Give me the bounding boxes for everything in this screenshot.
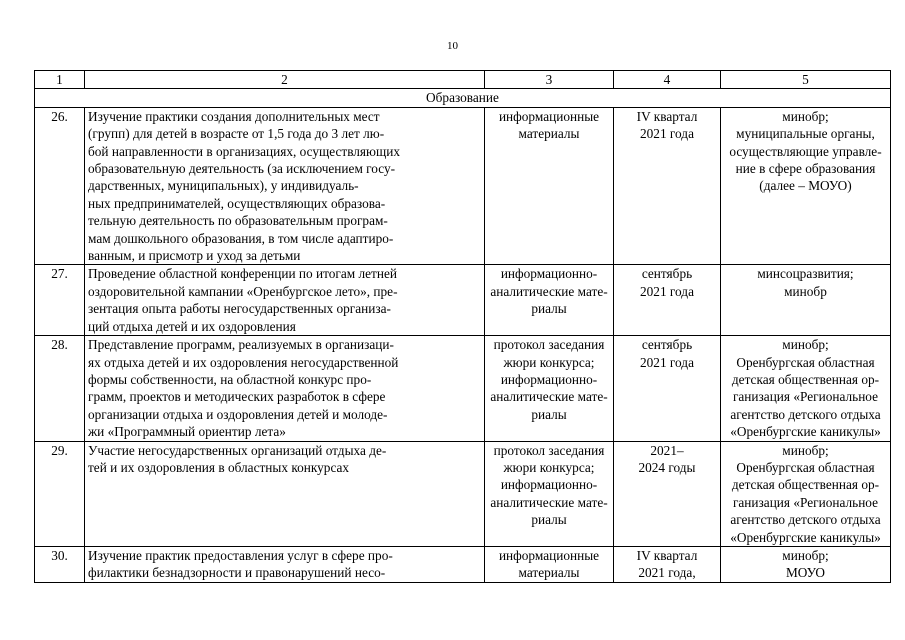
result-cell	[485, 441, 614, 546]
executor-cell	[721, 336, 891, 441]
cell-line: Изучение практик предоставления услуг в сфере про-	[88, 547, 393, 563]
cell-line: 2021–	[650, 442, 684, 458]
result-cell	[485, 336, 614, 441]
page-number: 10	[447, 40, 458, 52]
cell-line: образовательную деятельность (за исключением госу-	[88, 161, 396, 177]
cell-line: протокол заседания	[493, 442, 605, 458]
cell-line: ганизация «Региональное	[732, 389, 879, 405]
row-number: 26.	[35, 107, 85, 265]
cell-line: 2024 годы	[638, 459, 696, 475]
cell-line: информационно-	[500, 477, 598, 493]
cell-line: (групп) для детей в возрасте от 1,5 года до 3 лет лю-	[88, 126, 385, 142]
cell-line: жюри конкурса;	[503, 354, 595, 370]
cell-line: зентация опыта работы негосударственных организа-	[88, 301, 391, 317]
cell-line: 2021 года	[640, 126, 694, 142]
cell-line: информационно-	[500, 371, 598, 387]
cell-line: риалы	[531, 301, 567, 317]
cell-line: дарственных, муниципальных), у индивидуаль-	[88, 178, 359, 194]
cell-line: 2021 года	[640, 283, 694, 299]
cell-line: сентябрь	[641, 266, 693, 282]
cell-line: грамм, проектов и методических разработок в сфере	[88, 389, 386, 405]
table-row	[35, 336, 891, 441]
measure-cell	[85, 441, 485, 546]
term-cell	[614, 107, 721, 265]
cell-line: оздоровительной кампании «Оренбургское лето», пре-	[88, 283, 398, 299]
term-cell	[614, 441, 721, 546]
executor-cell	[721, 546, 891, 582]
term-cell	[614, 546, 721, 582]
cell-line: Участие негосударственных организаций отдыха де-	[88, 442, 387, 458]
measure-cell	[85, 336, 485, 441]
measure-cell	[85, 546, 485, 582]
cell-line: ях отдыха детей и их оздоровления негосударственной	[88, 354, 399, 370]
executor-cell	[721, 265, 891, 336]
result-cell	[485, 546, 614, 582]
cell-line: сентябрь	[641, 337, 693, 353]
cell-line: аналитические мате-	[490, 283, 608, 299]
executor-cell	[721, 441, 891, 546]
cell-line: материалы	[518, 565, 580, 581]
section-title: Образование	[35, 89, 891, 107]
measure-cell	[85, 265, 485, 336]
table-row	[35, 441, 891, 546]
table-row	[35, 546, 891, 582]
cell-line: 2021 года,	[638, 565, 696, 581]
cell-line: минобр;	[782, 547, 829, 563]
cell-line: информационные	[498, 547, 600, 563]
cell-line: ванным, и присмотр и уход за детьми	[88, 248, 301, 264]
cell-line: агентство детского отдыха	[730, 406, 881, 422]
cell-line: материалы	[518, 126, 580, 142]
cell-line: минобр;	[782, 442, 829, 458]
cell-line: информационно-	[500, 266, 598, 282]
cell-line: аналитические мате-	[490, 389, 608, 405]
cell-line: Представление программ, реализуемых в организаци-	[88, 337, 394, 353]
cell-line: 2021 года	[640, 354, 694, 370]
header-col-5: 5	[721, 71, 891, 89]
table-row	[35, 265, 891, 336]
table-row	[35, 107, 891, 265]
cell-line: бой направленности в организациях, осуществляющих	[88, 143, 400, 159]
row-number: 29.	[35, 441, 85, 546]
cell-line: филактики безнадзорности и правонарушений несо-	[88, 565, 386, 581]
cell-line: риалы	[531, 406, 567, 422]
cell-line: мам дошкольного образования, в том числе адаптиро-	[88, 230, 394, 246]
cell-line: муниципальные органы,	[736, 126, 875, 142]
cell-line: ных предпринимателей, осуществляющих образова-	[88, 195, 386, 211]
cell-line: формы собственности, на областной конкурс про-	[88, 371, 372, 387]
cell-line: жюри конкурса;	[503, 459, 595, 475]
cell-line: информационные	[498, 108, 600, 124]
term-cell	[614, 336, 721, 441]
cell-line: ганизация «Региональное	[732, 494, 879, 510]
cell-line: тей и их оздоровления в областных конкурсах	[88, 459, 350, 475]
cell-line: IV квартал	[636, 108, 698, 124]
plan-table	[34, 70, 891, 583]
cell-line: ций отдыха детей и их оздоровления	[88, 318, 296, 334]
cell-line: минобр	[784, 283, 827, 299]
result-cell	[485, 107, 614, 265]
cell-line: риалы	[531, 512, 567, 528]
cell-line: осуществляющие управле-	[729, 143, 882, 159]
cell-line: детская общественная ор-	[731, 371, 880, 387]
header-col-2: 2	[85, 71, 485, 89]
header-col-4: 4	[614, 71, 721, 89]
cell-line: IV квартал	[636, 547, 698, 563]
cell-line: детская общественная ор-	[731, 477, 880, 493]
cell-line: организации отдыха и оздоровления детей и молоде-	[88, 406, 388, 422]
header-row	[35, 71, 891, 89]
cell-line: протокол заседания	[493, 337, 605, 353]
cell-line: (далее – МОУО)	[759, 178, 852, 194]
result-cell	[485, 265, 614, 336]
cell-line: МОУО	[785, 565, 826, 581]
cell-line: тельную деятельность по образовательным програм-	[88, 213, 388, 229]
cell-line: ние в сфере образования	[735, 161, 876, 177]
cell-line: «Оренбургские каникулы»	[730, 424, 881, 440]
row-number: 27.	[35, 265, 85, 336]
row-number: 30.	[35, 546, 85, 582]
header-col-1: 1	[35, 71, 85, 89]
cell-line: Изучение практики создания дополнительных мест	[88, 108, 380, 124]
cell-line: минсоцразвития;	[757, 266, 854, 282]
cell-line: Оренбургская областная	[736, 354, 875, 370]
cell-line: Проведение областной конференции по итогам летней	[88, 266, 397, 282]
cell-line: аналитические мате-	[490, 494, 608, 510]
cell-line: жи «Программный ориентир лета»	[88, 424, 286, 440]
cell-line: Оренбургская областная	[736, 459, 875, 475]
cell-line: агентство детского отдыха	[730, 512, 881, 528]
cell-line: минобр;	[782, 337, 829, 353]
cell-line: минобр;	[782, 108, 829, 124]
measure-cell	[85, 107, 485, 265]
row-number: 28.	[35, 336, 85, 441]
header-col-3: 3	[485, 71, 614, 89]
executor-cell	[721, 107, 891, 265]
cell-line: «Оренбургские каникулы»	[730, 529, 881, 545]
term-cell	[614, 265, 721, 336]
section-row	[35, 89, 891, 107]
